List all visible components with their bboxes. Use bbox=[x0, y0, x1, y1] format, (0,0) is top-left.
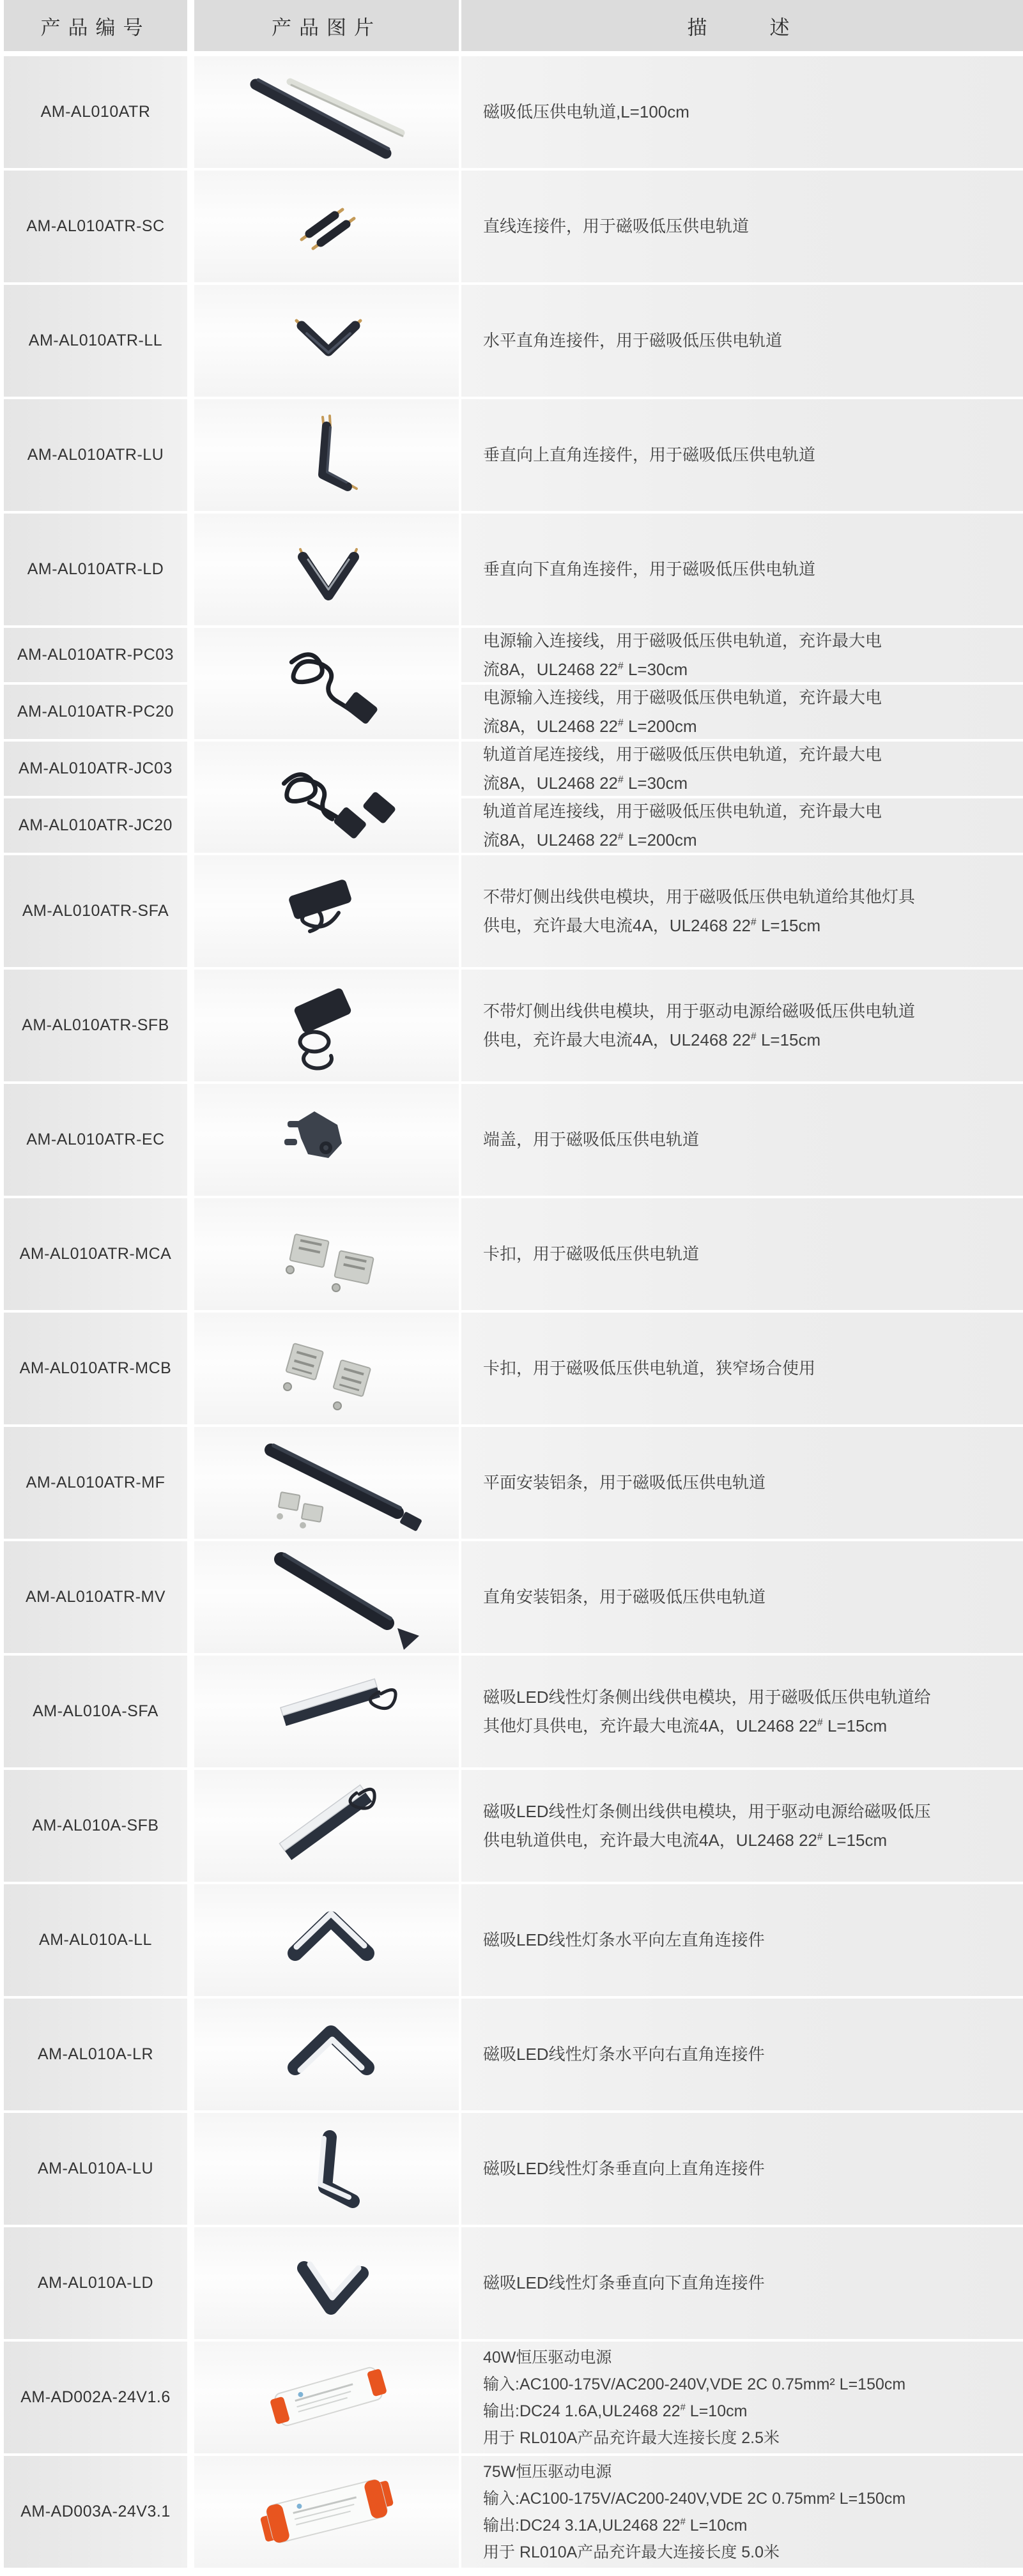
description-line: 40W恒压驱动电源 bbox=[483, 2348, 612, 2366]
table-row bbox=[4, 1770, 1023, 1882]
product-description bbox=[461, 1084, 1023, 1196]
code-stack bbox=[4, 742, 187, 853]
description-line: 电源输入连接线，用于磁吸低压供电轨道，充许最大电 bbox=[483, 687, 882, 707]
product-description bbox=[461, 1198, 1023, 1310]
product-code: AM-AL010A-SFA bbox=[4, 1656, 187, 1767]
product-image-straight-connector bbox=[194, 171, 459, 282]
product-code: AM-AL010ATR-JC03 bbox=[4, 742, 187, 796]
product-description bbox=[461, 2342, 1023, 2453]
description-line: 卡扣，用于磁吸低压供电轨道 bbox=[483, 1244, 700, 1263]
product-code: AM-AL010ATR-PC03 bbox=[4, 628, 187, 682]
product-description bbox=[461, 798, 1023, 853]
product-image-led-corner-down bbox=[194, 2227, 459, 2339]
description-line: 流8A，UL2468 22# L=30cm bbox=[483, 773, 688, 793]
product-description bbox=[461, 1313, 1023, 1424]
table-row bbox=[4, 970, 1023, 1081]
product-description bbox=[461, 2456, 1023, 2568]
description-line: 水平直角连接件，用于磁吸低压供电轨道 bbox=[483, 331, 783, 350]
header-description: 描 述 bbox=[461, 0, 1023, 51]
product-code: AM-AL010ATR-MF bbox=[4, 1427, 187, 1539]
product-code: AM-AL010ATR bbox=[4, 56, 187, 168]
product-code: AM-AL010ATR-MV bbox=[4, 1541, 187, 1653]
product-image-led-corner-left bbox=[194, 1884, 459, 1996]
table-row bbox=[4, 514, 1023, 625]
product-image-led-corner-right bbox=[194, 1999, 459, 2110]
description-line: 磁吸LED线性灯条垂直向下直角连接件 bbox=[483, 2273, 765, 2292]
description-line: 输入:AC100-175V/AC200-240V,VDE 2C 0.75mm² L=150cm bbox=[483, 2375, 906, 2393]
description-line: 磁吸LED线性灯条水平向右直角连接件 bbox=[483, 2045, 765, 2064]
product-description bbox=[461, 1770, 1023, 1882]
table-header bbox=[4, 0, 1023, 51]
description-line: 磁吸LED线性灯条侧出线供电模块，用于磁吸低压供电轨道给 bbox=[483, 1687, 931, 1707]
product-image-horizontal-corner-connector bbox=[194, 285, 459, 397]
product-code: AM-AL010ATR-MCB bbox=[4, 1313, 187, 1424]
product-description bbox=[461, 1541, 1023, 1653]
description-line: 输入:AC100-175V/AC200-240V,VDE 2C 0.75mm² L=150cm bbox=[483, 2489, 906, 2508]
product-code: AM-AL010ATR-SFA bbox=[4, 855, 187, 967]
description-line: 流8A，UL2468 22# L=30cm bbox=[483, 659, 688, 679]
product-description bbox=[461, 171, 1023, 282]
header-product-code: 产品编号 bbox=[4, 0, 187, 51]
product-image-track-link-cable bbox=[194, 742, 459, 853]
product-description bbox=[461, 399, 1023, 511]
table-row bbox=[4, 1999, 1023, 2110]
product-image-supply-module-sfa bbox=[194, 855, 459, 967]
product-code: AM-AL010ATR-SFB bbox=[4, 970, 187, 1081]
description-line: 输出:DC24 1.6A,UL2468 22# L=10cm bbox=[483, 2402, 748, 2420]
description-line: 用于 RL010A产品充许最大连接长度 5.0米 bbox=[483, 2543, 780, 2561]
product-image-led-strip-supply-sfb bbox=[194, 1770, 459, 1882]
description-line: 供电，充许最大电流4A，UL2468 22# L=15cm bbox=[483, 1030, 821, 1049]
product-description bbox=[461, 1427, 1023, 1539]
product-code: AM-AD002A-24V1.6 bbox=[4, 2342, 187, 2453]
table-row bbox=[4, 171, 1023, 282]
description-line: 电源输入连接线，用于磁吸低压供电轨道，充许最大电 bbox=[483, 630, 882, 650]
table-row bbox=[4, 2456, 1023, 2568]
description-line: 卡扣，用于磁吸低压供电轨道，狭窄场合使用 bbox=[483, 1359, 816, 1378]
product-image-mounting-clips-a bbox=[194, 1198, 459, 1310]
product-image-led-strip-supply-sfa bbox=[194, 1656, 459, 1767]
product-code: AM-AL010A-LU bbox=[4, 2113, 187, 2225]
description-line: 流8A，UL2468 22# L=200cm bbox=[483, 716, 697, 736]
product-code: AM-AD003A-24V3.1 bbox=[4, 2456, 187, 2568]
product-description bbox=[461, 56, 1023, 168]
product-image-power-input-cable bbox=[194, 628, 459, 739]
product-code: AM-AL010ATR-LD bbox=[4, 514, 187, 625]
product-code: AM-AL010A-SFB bbox=[4, 1770, 187, 1882]
product-code: AM-AL010A-LR bbox=[4, 1999, 187, 2110]
description-line: 供电，充许最大电流4A，UL2468 22# L=15cm bbox=[483, 915, 821, 935]
product-description bbox=[461, 1884, 1023, 1996]
table-row bbox=[4, 1427, 1023, 1539]
product-image-track-profile bbox=[194, 56, 459, 168]
product-code: AM-AL010ATR-PC20 bbox=[4, 685, 187, 739]
desc-stack bbox=[461, 628, 1023, 739]
product-description bbox=[461, 855, 1023, 967]
description-line: 磁吸LED线性灯条垂直向上直角连接件 bbox=[483, 2159, 765, 2178]
product-description bbox=[461, 970, 1023, 1081]
table-body bbox=[4, 56, 1023, 2568]
product-image-mounting-clips-b bbox=[194, 1313, 459, 1424]
desc-stack bbox=[461, 742, 1023, 853]
product-description bbox=[461, 1999, 1023, 2110]
description-line: 端盖，用于磁吸低压供电轨道 bbox=[483, 1130, 700, 1149]
table-row bbox=[4, 1198, 1023, 1310]
product-description bbox=[461, 685, 1023, 739]
table-row bbox=[4, 1313, 1023, 1424]
product-image-supply-module-sfb bbox=[194, 970, 459, 1081]
description-line: 轨道首尾连接线，用于磁吸低压供电轨道，充许最大电 bbox=[483, 744, 882, 764]
product-image-flat-mount-aluminum bbox=[194, 1427, 459, 1539]
product-description bbox=[461, 2113, 1023, 2225]
product-image-driver-40w bbox=[194, 2342, 459, 2453]
description-line: 75W恒压驱动电源 bbox=[483, 2462, 612, 2481]
description-line: 供电轨道供电，充许最大电流4A，UL2468 22# L=15cm bbox=[483, 1830, 888, 1850]
table-row-pair bbox=[4, 628, 1023, 739]
description-line: 磁吸LED线性灯条侧出线供电模块，用于驱动电源给磁吸低压 bbox=[483, 1801, 931, 1821]
description-line: 不带灯侧出线供电模块，用于磁吸低压供电轨道给其他灯具 bbox=[483, 887, 916, 906]
product-description bbox=[461, 742, 1023, 796]
description-line: 不带灯侧出线供电模块，用于驱动电源给磁吸低压供电轨道 bbox=[483, 1001, 916, 1021]
table-row bbox=[4, 2113, 1023, 2225]
description-line: 流8A，UL2468 22# L=200cm bbox=[483, 830, 697, 850]
product-description bbox=[461, 514, 1023, 625]
table-row-pair bbox=[4, 742, 1023, 853]
product-code: AM-AL010ATR-JC20 bbox=[4, 798, 187, 853]
table-row bbox=[4, 285, 1023, 397]
description-line: 磁吸低压供电轨道,L=100cm bbox=[483, 102, 689, 121]
description-line: 磁吸LED线性灯条水平向左直角连接件 bbox=[483, 1930, 765, 1949]
table-row bbox=[4, 1884, 1023, 1996]
product-image-driver-75w bbox=[194, 2456, 459, 2568]
header-product-image: 产品图片 bbox=[194, 0, 459, 51]
product-description bbox=[461, 285, 1023, 397]
table-row bbox=[4, 2342, 1023, 2453]
product-description bbox=[461, 2227, 1023, 2339]
description-line: 直线连接件，用于磁吸低压供电轨道 bbox=[483, 217, 750, 236]
table-row bbox=[4, 56, 1023, 168]
product-code: AM-AL010ATR-LL bbox=[4, 285, 187, 397]
product-image-vertical-down-corner-connector bbox=[194, 514, 459, 625]
product-image-corner-mount-aluminum bbox=[194, 1541, 459, 1653]
description-line: 用于 RL010A产品充许最大连接长度 2.5米 bbox=[483, 2428, 780, 2447]
table-row bbox=[4, 1656, 1023, 1767]
description-line: 输出:DC24 3.1A,UL2468 22# L=10cm bbox=[483, 2516, 748, 2534]
description-line: 其他灯具供电，充许最大电流4A，UL2468 22# L=15cm bbox=[483, 1716, 888, 1735]
product-image-end-cap bbox=[194, 1084, 459, 1196]
product-code: AM-AL010ATR-MCA bbox=[4, 1198, 187, 1310]
product-image-vertical-up-corner-connector bbox=[194, 399, 459, 511]
table-row bbox=[4, 1541, 1023, 1653]
table-row bbox=[4, 855, 1023, 967]
product-code: AM-AL010ATR-SC bbox=[4, 171, 187, 282]
table-row bbox=[4, 2227, 1023, 2339]
product-code: AM-AL010A-LD bbox=[4, 2227, 187, 2339]
table-row bbox=[4, 1084, 1023, 1196]
product-description bbox=[461, 628, 1023, 682]
table-row bbox=[4, 399, 1023, 511]
product-code: AM-AL010A-LL bbox=[4, 1884, 187, 1996]
description-line: 平面安装铝条，用于磁吸低压供电轨道 bbox=[483, 1473, 766, 1492]
description-line: 直角安装铝条，用于磁吸低压供电轨道 bbox=[483, 1587, 766, 1606]
code-stack bbox=[4, 628, 187, 739]
description-line: 轨道首尾连接线，用于磁吸低压供电轨道，充许最大电 bbox=[483, 801, 882, 821]
product-code: AM-AL010ATR-LU bbox=[4, 399, 187, 511]
product-description bbox=[461, 1656, 1023, 1767]
product-image-led-corner-up bbox=[194, 2113, 459, 2225]
description-line: 垂直向上直角连接件，用于磁吸低压供电轨道 bbox=[483, 445, 816, 464]
description-line: 垂直向下直角连接件，用于磁吸低压供电轨道 bbox=[483, 560, 816, 579]
product-code: AM-AL010ATR-EC bbox=[4, 1084, 187, 1196]
